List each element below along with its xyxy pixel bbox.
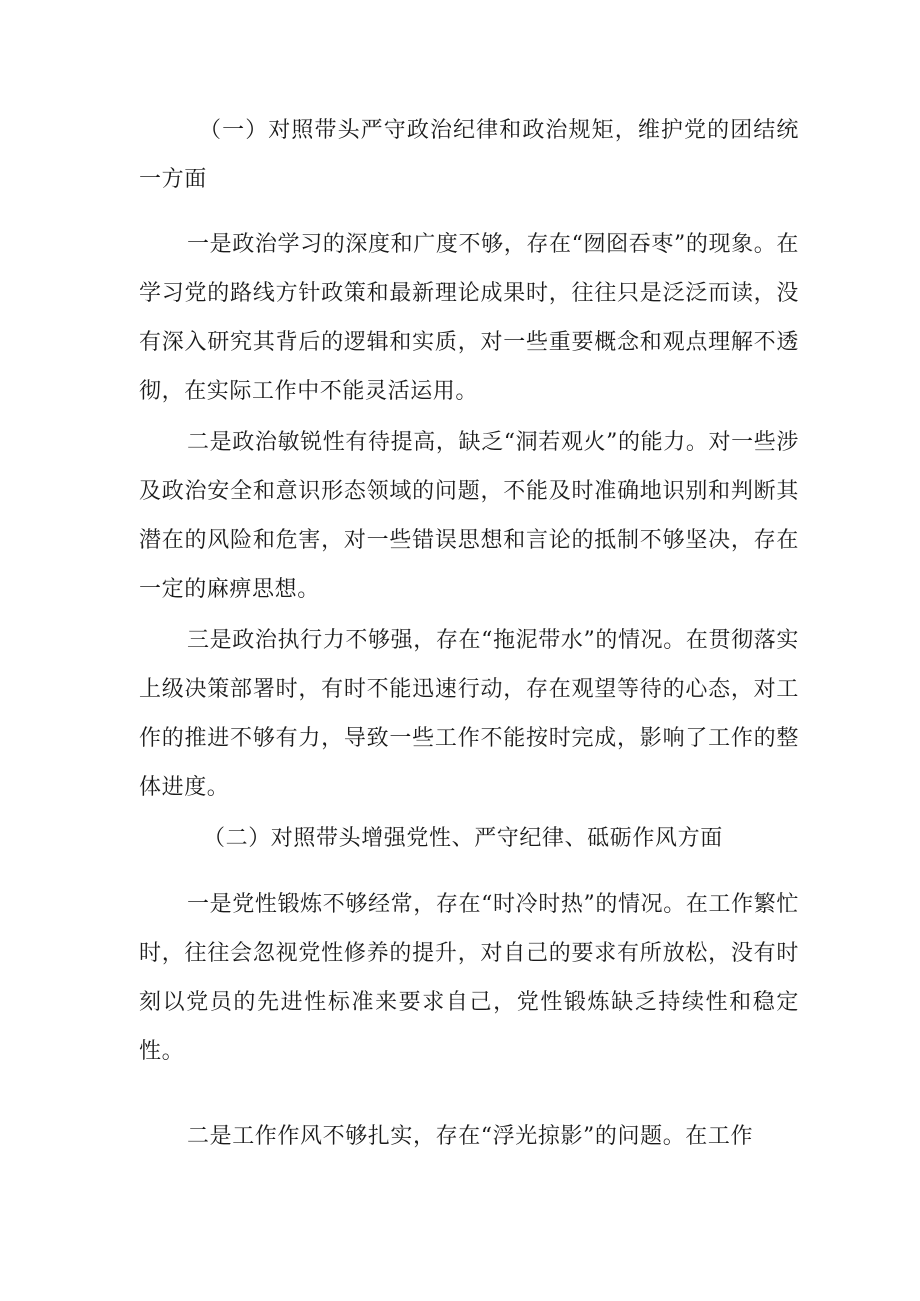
paragraph: 二是工作作风不够扎实，存在“浮光掠影”的问题。在工作 <box>187 1124 754 1149</box>
paragraph: 一是党性锻炼不够经常，存在“时冷时热”的情况。在工作繁忙时，往往会忽视党性修养的提升，对自己的要求有所放松，没有时刻以党员的先进性标准来要求自己，党性锻炼缺乏持续性和稳定性。 <box>139 892 799 1064</box>
paragraph: 三是政治执行力不够强，存在“拖泥带水”的情况。在贯彻落实上级决策部署时，有时不能迅速行动，存在观望等待的心态，对工作的推进不够有力，导致一些工作不能按时完成，影响了工作的整体进度。 <box>139 628 799 800</box>
section-heading-2: （二）对照带头增强党性、严守纪律、砥砺作风方面 <box>203 826 723 851</box>
paragraph: 一是政治学习的深度和广度不够，存在“囫囵吞枣”的现象。在学习党的路线方针政策和最新理论成果时，往往只是泛泛而读，没有深入研究其背后的逻辑和实质，对一些重要概念和观点理解不透彻，在实际工作中不能灵活运用。 <box>139 232 799 404</box>
paragraph: 二是政治敏锐性有待提高，缺乏“洞若观火”的能力。对一些涉及政治安全和意识形态领域的问题，不能及时准确地识别和判断其潜在的风险和危害，对一些错误思想和言论的抵制不够坚决，存在一定的麻痹思想。 <box>139 430 799 602</box>
section-heading-1: （一）对照带头严守政治纪律和政治规矩，维护党的团结统一方面 <box>139 118 799 192</box>
